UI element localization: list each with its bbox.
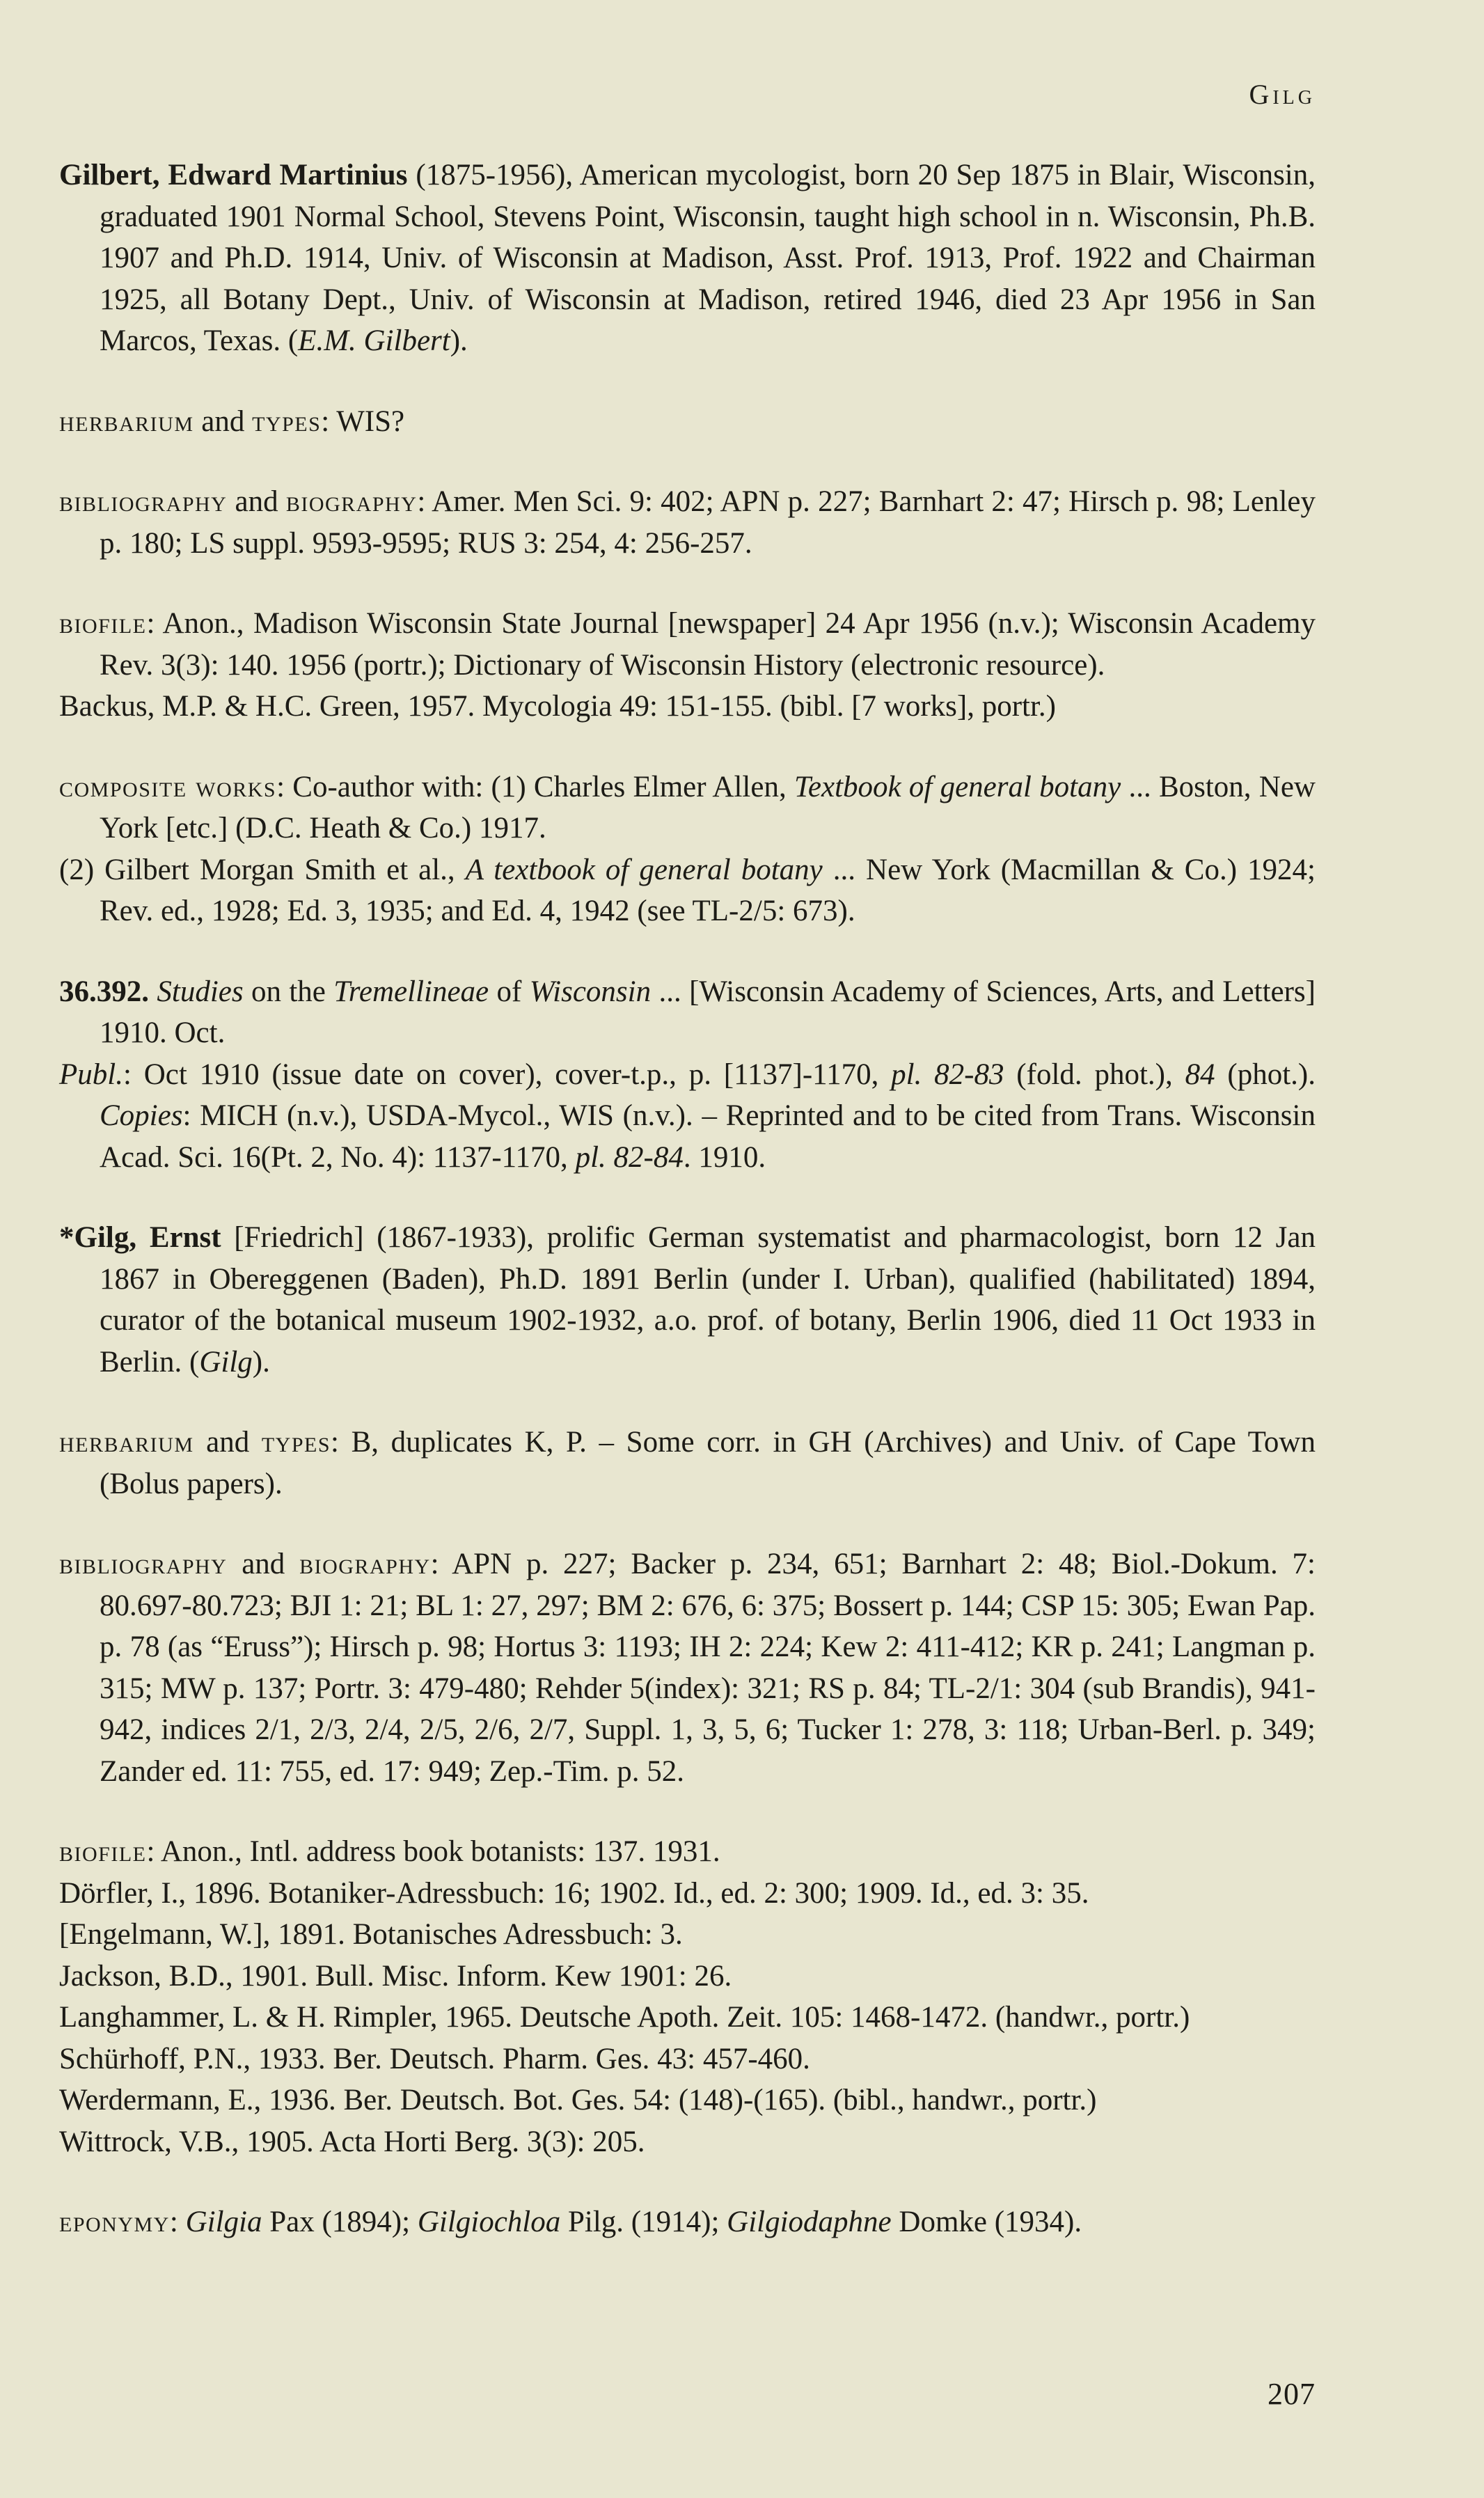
gilg-biofile: biofile: Anon., Intl. address book botanists: 137. 1931. xyxy=(59,1835,720,1868)
book-page xyxy=(59,0,1316,2498)
gilg-biofile-ref: Langhammer, L. & H. Rimpler, 1965. Deutsche Apoth. Zeit. 105: 1468-1472. (handwr., portr.) xyxy=(59,2001,1190,2034)
gilg-name: Gilg, Ernst xyxy=(74,1221,221,1254)
gilbert-composite-works: composite works: Co-author with: (1) Charles Elmer Allen, Textbook of general botany ... Boston, New York [etc.] (D.C. Heath & Co.) 1917. xyxy=(59,770,1316,845)
gilg-biofile-ref: Werdermann, E., 1936. Ber. Deutsch. Bot. Ges. 54: (148)-(165). (bibl., handwr., portr.) xyxy=(59,2084,1097,2116)
gilbert-biofile-ref: Backus, M.P. & H.C. Green, 1957. Mycologia 49: 151-155. (bibl. [7 works], portr.) xyxy=(59,690,1056,723)
running-head: Gilg xyxy=(1249,79,1316,110)
gilbert-work-title: 36.392. Studies on the Tremellineae of Wisconsin ... [Wisconsin Academy of Sciences, Arts, and Letters] 1910. Oct. xyxy=(59,975,1316,1049)
gilbert-composite-works-2: (2) Gilbert Morgan Smith et al., A textbook of general botany ... New York (Macmillan & Co.) 1924; Rev. ed., 1928; Ed. 3, 1935; and Ed. 4, 1942 (see TL-2/5: 673). xyxy=(59,853,1316,927)
gilg-biofile-ref: Wittrock, V.B., 1905. Acta Horti Berg. 3(3): 205. xyxy=(59,2125,645,2158)
gilg-bio: *Gilg, Ernst [Friedrich] (1867-1933), prolific German systematist and pharmacologist, born 12 Jan 1867 in Obereggenen (Baden), Ph.D. 1891 Berlin (under I. Urban), qualified (habilitated) 1894, curator of the botanical museum 1902-1932, a.o. prof. of botany, Berlin 1906, died 11 Oct 1933 in Berlin. (Gilg). xyxy=(59,1221,1316,1378)
gilbert-name: Gilbert, Edward Martinius xyxy=(59,159,408,191)
gilg-biofile-ref: [Engelmann, W.], 1891. Botanisches Adressbuch: 3. xyxy=(59,1918,683,1951)
gilg-biofile-ref: Dörfler, I., 1896. Botaniker-Adressbuch: 16; 1902. Id., ed. 2: 300; 1909. Id., ed. 3: 35. xyxy=(59,1876,1089,1910)
page-content xyxy=(59,155,1316,2243)
gilg-eponymy: eponymy: Gilgia Pax (1894); Gilgiochloa Pilg. (1914); Gilgiodaphne Domke (1934). xyxy=(59,2206,1082,2238)
gilbert-bio: Gilbert, Edward Martinius (1875-1956), American mycologist, born 20 Sep 1875 in Blair, Wisconsin, graduated 1901 Normal School, Stevens Point, Wisconsin, taught high school in n. Wisconsin, Ph.B. 1907 and Ph.D. 1914, Univ. of Wisconsin at Madison, Asst. Prof. 1913, Prof. 1922 and Chairman 1925, all Botany Dept., Univ. of Wisconsin at Madison, retired 1946, died 23 Apr 1956 in San Marcos, Texas. (E.M. Gilbert). xyxy=(59,159,1316,357)
gilbert-biofile: biofile: Anon., Madison Wisconsin State Journal [newspaper] 24 Apr 1956 (n.v.); Wisconsin Academy Rev. 3(3): 140. 1956 (portr.); Dictionary of Wisconsin History (electronic resource). xyxy=(59,607,1316,682)
gilbert-work-publication: Publ.: Oct 1910 (issue date on cover), cover-t.p., p. [1137]-1170, pl. 82-83 (fold. phot.), 84 (phot.). Copies: MICH (n.v.), USDA-Mycol., WIS (n.v.). – Reprinted and to be cited from Trans. Wisconsin Acad. Sci. 16(Pt. 2, No. 4): 1137-1170, pl. 82-84. 1910. xyxy=(59,1058,1316,1174)
gilg-herbarium: herbarium and types: B, duplicates K, P. – Some corr. in GH (Archives) and Univ. of Cape Town (Bolus papers). xyxy=(59,1426,1316,1500)
gilg-biofile-ref: Schürhoff, P.N., 1933. Ber. Deutsch. Pharm. Ges. 43: 457-460. xyxy=(59,2042,810,2075)
gilg-bibliography: bibliography and biography: APN p. 227; Backer p. 234, 651; Barnhart 2: 48; Biol.-Dokum. 7: 80.697-80.723; BJI 1: 21; BL 1: 27, 297; BM 2: 676, 6: 375; Bossert p. 144; CSP 15: 305; Ewan Pap. p. 78 (as “Eruss”); Hirsch p. 98; Hortus 3: 1193; IH 2: 224; Kew 2: 411-412; KR p. 241; Langman p. 315; MW p. 137; Portr. 3: 479-480; Rehder 5(index): 321; RS p. 84; TL-2/1: 304 (sub Brandis), 941-942, indices 2/1, 2/3, 2/4, 2/5, 2/6, 2/7, Suppl. 1, 3, 5, 6; Tucker 1: 278, 3: 118; Urban-Berl. p. 349; Zander ed. 11: 755, ed. 17: 949; Zep.-Tim. p. 52. xyxy=(59,1548,1316,1788)
gilbert-bibliography: bibliography and biography: Amer. Men Sci. 9: 402; APN p. 227; Barnhart 2: 47; Hirsch p. 98; Lenley p. 180; LS suppl. 9593-9595; RUS 3: 254, 4: 256-257. xyxy=(59,485,1316,560)
page-number: 207 xyxy=(1268,2377,1316,2411)
gilg-biofile-ref: Jackson, B.D., 1901. Bull. Misc. Inform. Kew 1901: 26. xyxy=(59,1959,732,1993)
gilbert-herbarium: herbarium and types: WIS? xyxy=(59,404,405,438)
